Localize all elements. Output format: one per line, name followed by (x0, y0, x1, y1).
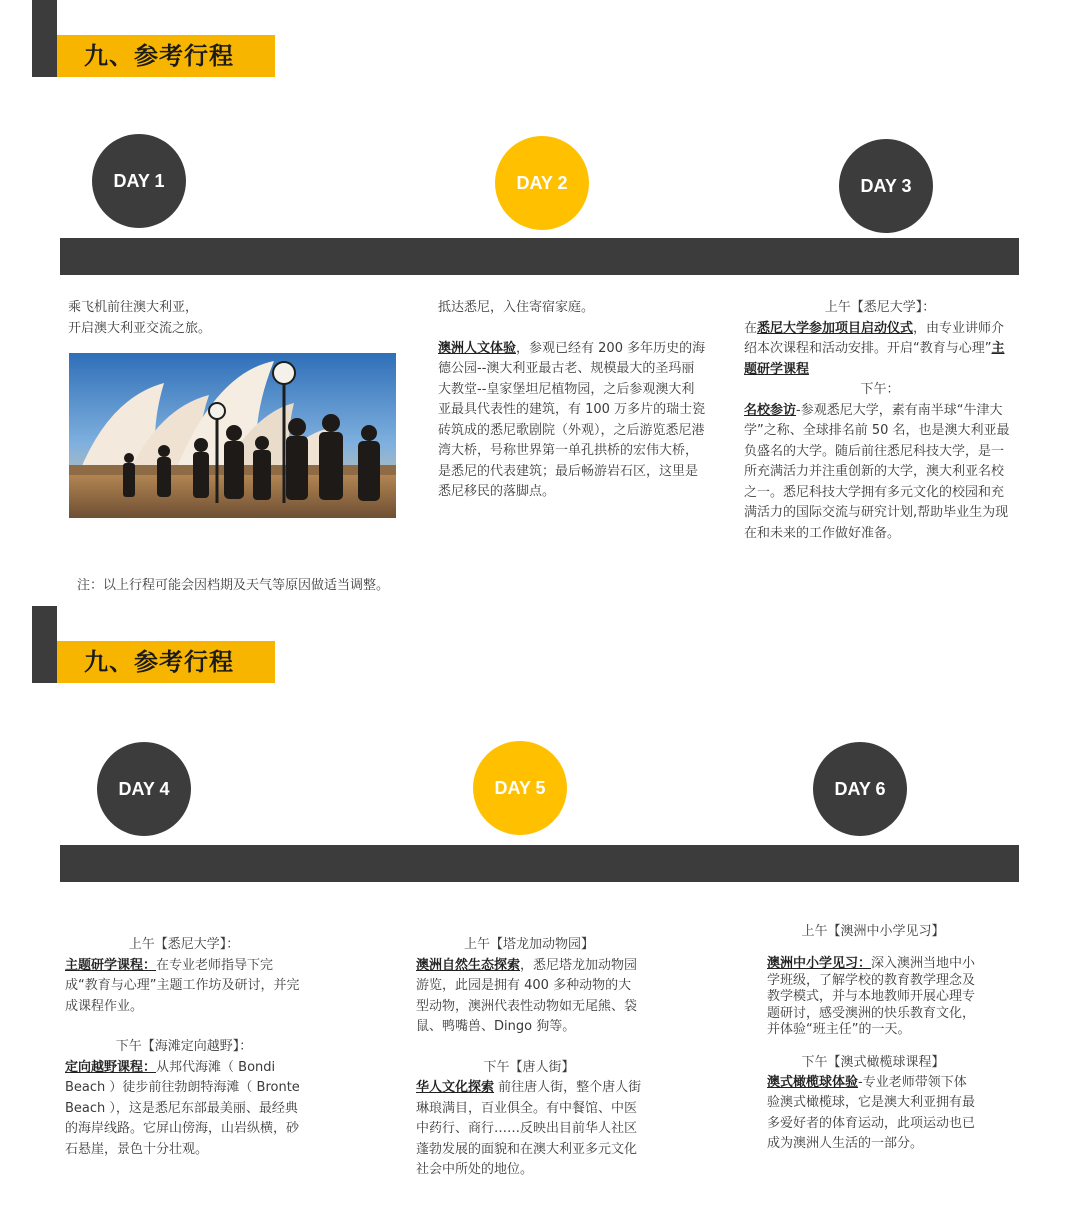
sydney-opera-house-photo (69, 353, 396, 518)
day-5-pm-highlight: 华人文化探索 (416, 1080, 495, 1095)
day-6-morning-text (767, 956, 979, 1039)
day-4-am-highlight: 主题研学课程： (65, 957, 157, 973)
day-3-am-highlight: 悉尼大学参加项目启动仪式 (757, 320, 914, 336)
day-6-content (767, 922, 979, 1155)
section-header-top (32, 0, 275, 77)
day-6-circle: DAY 6 (813, 742, 907, 836)
day-1-content (68, 298, 368, 339)
day-3-content (744, 298, 1016, 544)
day-5-pm-body: 前往唐人街，整个唐人街琳琅满目，百业俱全。有中餐馆、中医中药行、商行……反映出目前华人社区蓬勃发展的面貌和在澳大利亚多元文化社会中所处的地位。 (416, 1080, 642, 1177)
day-6-am-highlight: 澳洲中小学见习： (767, 956, 872, 971)
day-4-circle: DAY 4 (97, 742, 191, 836)
schedule-note: 注：以上行程可能会因档期及天气等原因做适当调整。 (77, 578, 390, 593)
day-3-circle: DAY 3 (839, 139, 933, 233)
day-2-content (438, 298, 706, 503)
day-3-am-prefix: 在 (744, 320, 758, 336)
day-6-afternoon-heading: 下午【澳式橄榄球课程】 (801, 1054, 945, 1070)
day-3-pm-body: -参观悉尼大学，素有南半球“牛津大学”之称、全球排名前 50 名，也是澳大利亚最负盛名的大学。随后前往悉尼科技大学，是一所充满活力并注重创新的大学，澳大利亚名校之一。悉尼科技大学拥有多元文化的校园和充满活力的国际交流与研究计划,帮助毕业生为现在和未来的工作做好准备。 (744, 402, 1010, 541)
day-5-afternoon-text (416, 1078, 642, 1181)
day-2-text: ，参观已经有 200 多年历史的海德公园--澳大利亚最古老、规模最大的圣玛丽大教堂--皇家堡坦尼植物园，之后参观澳大利亚最具代表性的建筑，有 100 万多片的瑞士瓷砖筑成的悉尼歌剧院（外观），之后游览悉尼港湾大桥，号称世界第一单孔拱桥的宏伟大桥，是悉尼的代表建筑；最后畅游岩石区，这里是悉尼移民的落脚点。 (438, 340, 706, 499)
day-3-pm-highlight: 名校参访 (744, 402, 797, 418)
day-5-content (416, 935, 642, 1181)
day-3-morning-heading: 上午【悉尼大学】： (824, 300, 936, 315)
day-6-morning-heading: 上午【澳洲中小学见习】 (801, 924, 945, 939)
day-5-morning-heading: 上午【塔龙加动物园】 (463, 937, 594, 952)
day-1-circle: DAY 1 (92, 134, 186, 228)
header-accent-bar (32, 606, 57, 683)
day-4-morning-text (65, 956, 303, 1018)
day-3-morning-text (744, 319, 1016, 381)
day-6-am-body: 深入澳洲当地中小学班级，了解学校的教育教学理念及教学模式，并与本地教师开展心理专题研讨，感受澳洲的快乐教育文化，并体验“班主任”的一天。 (767, 956, 976, 1037)
day-5-morning-text (416, 956, 642, 1038)
day-5-am-highlight: 澳洲自然生态探索 (416, 957, 521, 973)
day-5-am-body: ，悉尼塔龙加动物园游览，此园是拥有 400 多种动物的大型动物，澳洲代表性动物如无尾熊、袋鼠、鸭嘴兽、Dingo 狗等。 (416, 957, 638, 1034)
day-4-pm-highlight: 定向越野课程： (65, 1059, 157, 1075)
day-6-pm-body: -专业老师带领下体验澳式橄榄球，它是澳大利亚拥有最多爱好者的体育运动，此项运动也已成为澳洲人生活的一部分。 (767, 1074, 976, 1151)
day-1-line-2: 开启澳大利亚交流之旅。 (68, 320, 212, 336)
day-4-afternoon-text (65, 1058, 303, 1161)
day-2-circle: DAY 2 (495, 136, 589, 230)
day-2-intro: 抵达悉尼，入住寄宿家庭。 (438, 300, 595, 315)
section-title: 九、参考行程 (84, 648, 234, 676)
section-title: 九、参考行程 (84, 42, 234, 70)
day-5-circle: DAY 5 (473, 741, 567, 835)
day-4-am-body: 在专业老师指导下完成“教育与心理”主题工作坊及研讨，并完成课程作业。 (65, 957, 300, 1014)
day-6-afternoon-text (767, 1073, 979, 1155)
day-4-morning-heading: 上午【悉尼大学】： (128, 937, 240, 952)
day-3-afternoon-text (744, 401, 1016, 545)
day-6-pm-highlight: 澳式橄榄球体验 (767, 1074, 859, 1090)
day-3-am-highlight-2: 主题研学课程 (744, 341, 1005, 377)
timeline-bar-bottom (60, 845, 1019, 882)
day-4-afternoon-heading: 下午【海滩定向越野】： (115, 1039, 253, 1054)
timeline-bar-top (60, 238, 1019, 275)
day-4-content (65, 935, 303, 1160)
day-3-am-body: ，由专业讲师介绍本次课程和活动安排。开启“教育与心理” (744, 320, 1005, 356)
section-header-bottom (32, 606, 275, 683)
day-2-highlight: 澳洲人文体验 (438, 340, 517, 356)
day-1-line-1: 乘飞机前往澳大利亚， (68, 300, 199, 315)
day-4-pm-body: 从邦代海滩（ Bondi Beach ）徒步前往勃朗特海滩（ Bronte Beach ），这是悉尼东部最美丽、最经典的海岸线路。它屏山傍海，山岩纵横，砂石悬崖，景色十分壮观。 (65, 1059, 300, 1157)
day-5-afternoon-heading: 下午【唐人街】 (483, 1059, 575, 1075)
day-3-afternoon-heading: 下午： (860, 382, 900, 397)
day-2-paragraph (438, 339, 706, 503)
header-accent-bar (32, 0, 57, 77)
